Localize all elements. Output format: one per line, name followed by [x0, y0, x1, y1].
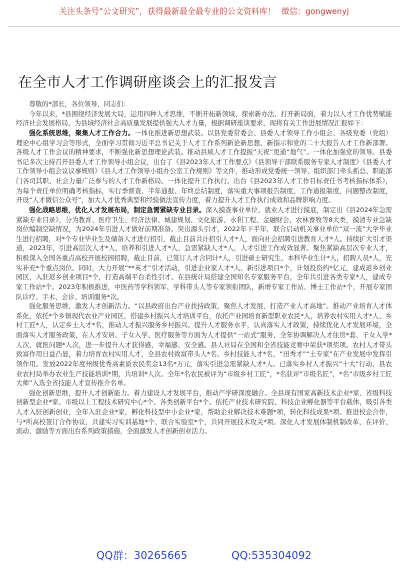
paragraph-text: 今年以来，*县围绕经济发展大局，运用四种人才思维，不断开拓新领域、探索新办法、打开新局面，着力以人才工作优势赋能经济社会发展格局，为县域经济社会高质量发展提供强大人才力量，根据调研座谈要求，现将有关工作进展情况汇报如下： — [16, 109, 392, 128]
paragraph — [16, 129, 392, 206]
paragraph-text: 深入摸查事业单位、就业人才进行摸底，制定出《县2024年急需紧缺专业目录》，分为教育、医疗卫生、经济法律、城建规划、文化旅游、水利工程、金融财会、农林畜牧等8大类，摸清专业急缺岗位编制空缺情况，为2024年引进人才做好前期准备。突出源头引才，2022年下半年，联合启动机关事业单位“双一流”大学毕业生进行招聘，对*个专业毕业生及储备人才进行招引，截止目前共计招引人才*人，面向社会招聘引进教育人才*人。持续扩大引才渠道，2023年，引进高层次人才*人，培养和引进人才*人、急需紧缺人才*人，人才引进工作成效显著。聚焦紧缺高层次专业人才，积极深入全国各重点高校开展校园招聘，截止目前，已签订人才合同计*人，引进硕士研究生、本科毕业生计*人，招聘人员*人，充实补充*个重点岗位。同时，大力开展“**英才”引才活动，引进企业家人才*人、新引进项目*个，计划投资约*亿元，建成返乡创业园区，入驻返乡创业项目*个，打造高端平台柔性引才。在县统计局搭建全国知名专家服务平台，全年共引进各类专家*人，建成专家工作站*个。2023年积极推进，中医药等学科领军、学科带头人等专家领衔团队，新增专家工作站、博士工作站*个，开展专家团队诊疗、手术、会诊、培训服务*次。 — [16, 205, 392, 301]
qq-group: QQ群：30265665 — [96, 550, 188, 562]
promo-banner-text: 关注头条号“公文研究”，获得最新最全最专业的公文资料库！ — [59, 7, 276, 16]
header-divider — [8, 26, 400, 27]
promo-banner — [0, 0, 408, 24]
paragraph-text: 强化创新思维，提升人才创新能力。着力建设人才发展平台，推动产学研深度融合。全县现有国家高新技术企业*家、省级科技创新型企业*家、市级以上工程技术研究中心*个、各类创新平台*个。依托产业技术研究院、科技企业孵化器等平台载体，吸引各类人才入驻创新创业，全年入驻企业*家，孵化科技型中小企业*家，帮助企业解决技术难题*项，转化科技成果*项。推进校企合作，与*所高校签订合作协议，共建实习实训基地*个、联合实验室*个，共同开展技术攻关*项。深化人才发展体制机制改革，在评价、流动、激励等方面出台系列政策措施，全面激发人才创新创业活力。 — [16, 388, 392, 436]
paragraph — [16, 302, 392, 389]
paragraph-text: 强化服务思维，激发人才创新活力。“以县政府出台产业扶持政策，聚焦人才发展，打造产业人才高地”。推动产业培育人才体系化，依托*个乡镇现代农业产业园区，搭建乡村振兴人才培训平台，依托产业园培育新型职业农民*人，培养农村实用人才*人、乡村工匠*人，认定乡土人才*名，推动人才振兴服务乡村振兴。提升人才服务水平，认真落实人才政策，持续优化人才发展环境，全面落实人才服务政策，在人才安居、子女入学、医疗服务等方面为人才提供“一站式”服务，全年协调解决人才住房*套、子女入学*人次、就医问题*人次，进一步提升人才获得感、幸福感、安全感。县人社局在全国和全省技能竞赛中荣获*项奖项。农村人才带头致富作用日益凸显，着力培育农村实用人才，全县农村致富带头人*名、乡村技能人才*名，“田秀才”“土专家”在产业发展中发挥引领作用。发放2022年度州级优秀高素质农民奖金13名*万元，落实引进急需紧缺人才*人。已落实乡村人才振兴“十大”行动、县农业农村局举办农业生产技能培训*期，共培训*人次。全年*名农民被评为“市级乡村工匠”，*名获评“市级名匠”，*名“市级乡村工匠大师”入选全省技能人才宣传推介名单。 — [16, 302, 392, 388]
paragraph — [16, 389, 392, 437]
greeting: 尊敬的*部长，各位领导、同志们： — [29, 100, 130, 108]
paragraph-lead: 强化战略思维，优化人才发展布局，制定急需紧缺专业目录。 — [29, 205, 206, 214]
paragraph-lead: 强化系统思维，聚集人才工作合力。 — [29, 128, 135, 137]
paragraph-text: 一体化推进新思想武装。以县党委常委会、县委人才领导工作小组会、各级党委（党组）理论中心组学习会等形式，全面学习贯彻习近平总书记关于人才工作系列新论新思想、新指示和党的二十大报告人才工作新部署。各级人才工作会议的精神要求，不断强化新思想理论武装。推动县域人才工作提振“天祝”更通“地气”。一体化加强党的领导。县委书记多次主持召开县委人才工作领导小组会议，出台了《县2023年人才工作要点》《县领导干部联系服务专家人才制度》《县委人才工作领导小组会议议事规则》《县人才工作领导小组办公室工作规则》等文件，推动形成党委统一领导、组织部门牵头抓总、职能部门各司其职、社会力量广泛参与的人才工作新格局。一体化提升工作执行。出台《县2023年人才工作目标责任书考核指标体系》，为每个责任单位明确考核指标，实行季督查、半年通报、年终总结制度，落实重大事项报告制度，工作通报制度、问题整改制度，开设“人才微信公众号”，加大人才优秀典型和经验做法宣传力度，着力提升人才工作执行成效和品牌影响力度。 — [16, 128, 392, 205]
contact-footer — [0, 546, 408, 566]
document-title: 在全市人才工作调研座谈会上的汇报发言 — [18, 74, 277, 91]
paragraph — [16, 110, 392, 129]
paragraph — [16, 206, 392, 302]
wechat-id: 微信：gongwenyj — [281, 7, 349, 16]
qq-number: QQ:535304092 — [231, 550, 312, 562]
document-body — [16, 100, 392, 530]
